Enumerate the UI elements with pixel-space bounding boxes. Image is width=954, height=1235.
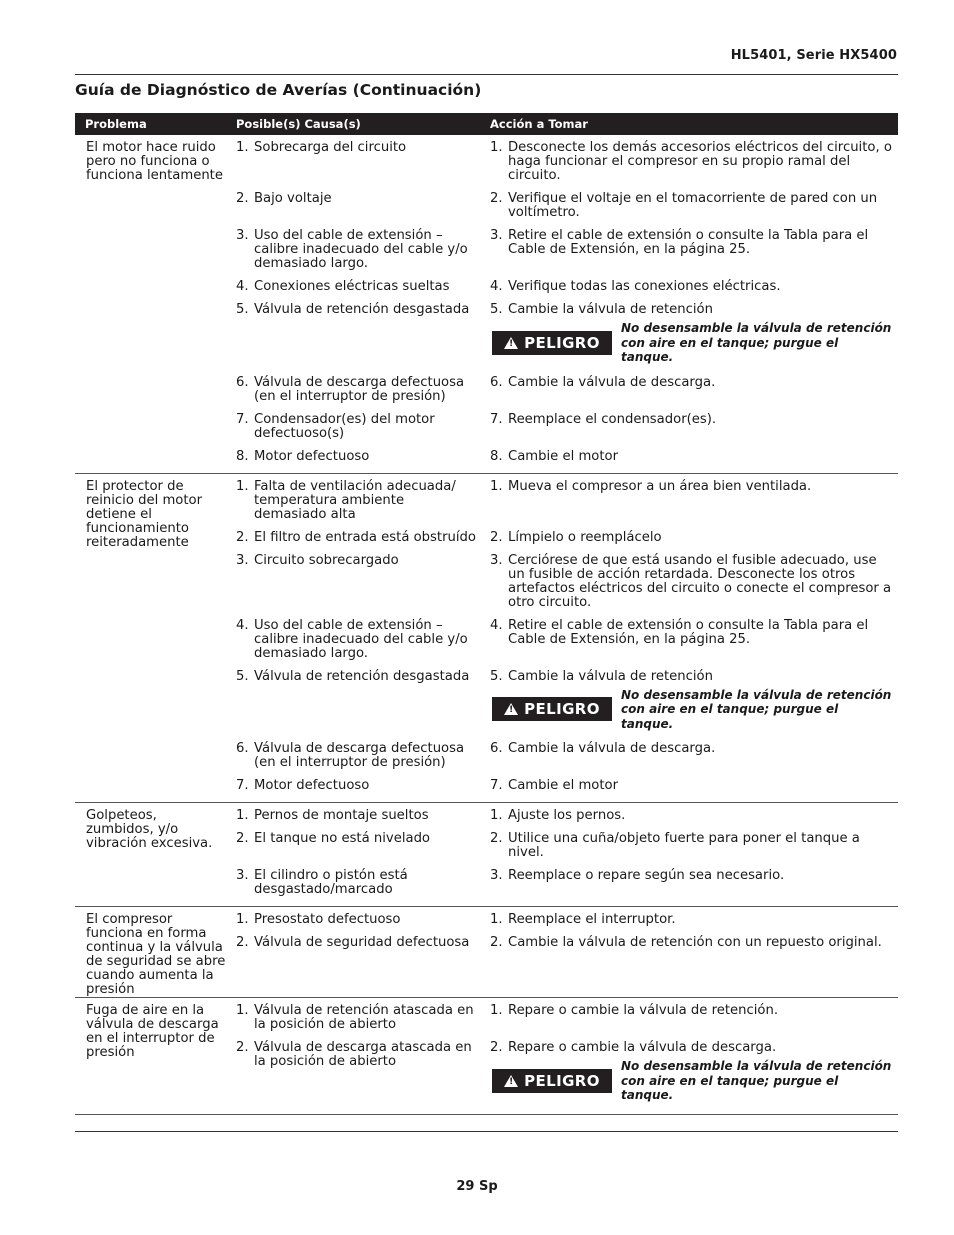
table-row (226, 229, 898, 280)
action-number: 2. (490, 191, 503, 206)
table-row (226, 141, 898, 192)
danger-text (621, 1059, 892, 1103)
cause-number: 2. (236, 1040, 249, 1055)
troubleshooting-table (75, 113, 898, 1115)
action-number: 4. (490, 617, 503, 633)
action-text: Cambie la válvula de retención con un repuesto original. (508, 935, 882, 950)
warning-triangle-icon: ! (504, 1075, 518, 1087)
action-text: Cambie la válvula de retención (508, 302, 713, 317)
table-row (226, 832, 898, 869)
cause-text: Válvula de descarga atascada en la posición de abierto (254, 1040, 472, 1069)
action-number: 1. (490, 140, 503, 155)
cause-number: 4. (236, 617, 249, 633)
danger-text-line: No desensamble la válvula de retención (621, 321, 892, 335)
action-text: Verifique el voltaje en el tomacorriente de pared con un voltímetro. (508, 191, 878, 220)
action-text: Cambie el motor (508, 778, 619, 793)
action-number: 3. (490, 228, 503, 243)
danger-text-line: con aire en el tanque; purgue el tanque. (621, 335, 839, 364)
page-number: 29 Sp (456, 1179, 498, 1194)
table-row (226, 742, 898, 779)
action-number: 2. (490, 831, 503, 846)
action-number: 2. (490, 935, 503, 950)
table-row (226, 280, 898, 303)
action-number: 2. (490, 529, 503, 545)
cause-number: 6. (236, 741, 249, 756)
action-text: Límpielo o reemplácelo (508, 529, 662, 545)
warning-triangle-icon: ! (504, 337, 518, 349)
danger-label: PELIGRO (524, 333, 600, 352)
action-text: Ajuste los pernos. (508, 808, 626, 823)
cause-text: El tanque no está nivelado (254, 831, 431, 846)
table-row-group (75, 135, 898, 474)
cause-number: 2. (236, 831, 249, 846)
table-row-group (75, 907, 898, 998)
action-number: 7. (490, 778, 503, 793)
danger-text-line: con aire en el tanque; purgue el tanque. (621, 702, 839, 731)
table-row (226, 531, 898, 554)
column-header-problem: Problema (85, 117, 147, 131)
cause-number: 5. (236, 668, 249, 684)
cause-number: 5. (236, 302, 249, 317)
cause-number: 6. (236, 374, 249, 390)
cause-text: Motor defectuoso (254, 448, 370, 464)
cause-text: Presostato defectuoso (254, 912, 401, 927)
danger-label: PELIGRO (524, 1071, 600, 1090)
cause-text: Sobrecarga del circuito (254, 140, 407, 155)
cause-text: Motor defectuoso (254, 778, 370, 793)
warning-triangle-icon: ! (504, 703, 518, 715)
cause-text: Válvula de retención desgastada (254, 668, 470, 684)
action-number: 3. (490, 552, 503, 568)
table-header (75, 113, 898, 135)
cause-number: 3. (236, 228, 249, 243)
action-text: Cambie la válvula de retención (508, 668, 713, 684)
action-number: 8. (490, 448, 503, 464)
cause-number: 1. (236, 478, 249, 494)
cause-text: Conexiones eléctricas sueltas (254, 279, 450, 294)
table-row (226, 480, 898, 531)
cause-number: 1. (236, 140, 249, 155)
action-text: Desconecte los demás accesorios eléctricos del circuito, o haga funcionar el compresor en su propio ramal del circuito. (508, 140, 892, 183)
danger-badge (492, 697, 612, 721)
danger-badge (492, 1069, 612, 1093)
action-text: Cambie la válvula de descarga. (508, 374, 716, 390)
table-row (226, 1004, 898, 1041)
table-row (226, 554, 898, 619)
cause-text: Bajo voltaje (254, 191, 332, 206)
cause-number: 1. (236, 912, 249, 927)
cause-text: Válvula de descarga defectuosa (en el interruptor de presión) (254, 741, 465, 770)
action-number: 1. (490, 808, 503, 823)
action-text: Repare o cambie la válvula de retención. (508, 1003, 779, 1018)
cause-text: El cilindro o pistón está desgastado/marcado (254, 868, 408, 897)
action-text: Reemplace o repare según sea necesario. (508, 868, 785, 883)
action-text: Retire el cable de extensión o consulte la Tabla para el Cable de Extensión, en la página 25. (508, 617, 869, 647)
action-number: 6. (490, 374, 503, 390)
cause-text: Falta de ventilación adecuada/ temperatura ambiente demasiado alta (254, 478, 456, 522)
table-row (226, 779, 898, 802)
danger-label: PELIGRO (524, 700, 600, 719)
column-header-cause: Posible(s) Causa(s) (236, 117, 361, 131)
action-text: Reemplace el condensador(es). (508, 411, 717, 427)
table-row-group (75, 474, 898, 804)
header-divider (75, 74, 898, 75)
table-row (226, 869, 898, 906)
action-number: 5. (490, 668, 503, 684)
danger-notice (490, 1059, 892, 1103)
danger-text-line: con aire en el tanque; purgue el tanque. (621, 1073, 839, 1102)
table-row (226, 936, 898, 959)
danger-text-line: No desensamble la válvula de retención (621, 687, 892, 702)
table-row (226, 809, 898, 832)
action-text: Retire el cable de extensión o consulte la Tabla para el Cable de Extensión, en la página 25. (508, 228, 869, 257)
action-text: Cerciórese de que está usando el fusible adecuado, use un fusible de acción retardada. Desconecte los otros artefactos eléctricos del circuito o conecte el compresor a otro circuito. (508, 552, 892, 610)
action-text: Mueva el compresor a un área bien ventilada. (508, 478, 812, 494)
action-number: 1. (490, 1003, 503, 1018)
cause-number: 8. (236, 448, 249, 464)
table-row-group (75, 803, 898, 907)
action-text: Verifique todas las conexiones eléctricas. (508, 279, 781, 294)
problem-cell: El compresor funciona en forma continua y la válvula de seguridad se abre cuando aumenta la presión (86, 912, 226, 997)
footer-divider (75, 1131, 898, 1132)
table-row (226, 450, 898, 473)
table-row (226, 1041, 898, 1114)
problem-cell: El protector de reinicio del motor detiene el funcionamiento reiteradamente (86, 478, 203, 550)
action-number: 2. (490, 1040, 503, 1055)
page-title: Guía de Diagnóstico de Averías (Continuación) (75, 81, 482, 99)
cause-text: Válvula de retención desgastada (254, 302, 470, 317)
danger-notice (490, 321, 892, 365)
cause-number: 3. (236, 552, 249, 568)
action-number: 1. (490, 912, 503, 927)
problem-cell: Golpeteos, zumbidos, y/o vibración excesiva. (86, 808, 213, 851)
cause-text: Condensador(es) del motor defectuoso(s) (254, 411, 435, 441)
table-row-group (75, 998, 898, 1115)
action-text: Cambie la válvula de descarga. (508, 741, 716, 756)
table-row (226, 303, 898, 376)
cause-number: 4. (236, 279, 249, 294)
cause-text: Uso del cable de extensión – calibre inadecuado del cable y/o demasiado largo. (254, 228, 468, 271)
action-text: Utilice una cuña/objeto fuerte para poner el tanque a nivel. (508, 831, 860, 860)
cause-text: Válvula de descarga defectuosa (en el interruptor de presión) (254, 374, 465, 404)
table-row (226, 913, 898, 936)
action-text: Cambie el motor (508, 448, 619, 464)
table-row (226, 192, 898, 229)
action-text: Reemplace el interruptor. (508, 912, 676, 927)
danger-text (621, 321, 892, 365)
action-number: 5. (490, 302, 503, 317)
problem-cell: Fuga de aire en la válvula de descarga en el interruptor de presión (86, 1003, 219, 1060)
cause-number: 2. (236, 529, 249, 545)
model-number: HL5401, Serie HX5400 (730, 48, 897, 63)
table-row (226, 413, 898, 450)
action-number: 1. (490, 478, 503, 494)
danger-notice (490, 688, 892, 732)
action-number: 6. (490, 741, 503, 756)
action-number: 4. (490, 279, 503, 294)
action-number: 7. (490, 411, 503, 427)
column-header-action: Acción a Tomar (490, 117, 588, 131)
problem-cell: El motor hace ruido pero no funciona o funciona lentamente (86, 140, 223, 183)
cause-number: 7. (236, 411, 249, 427)
action-text: Repare o cambie la válvula de descarga. (508, 1040, 777, 1055)
action-number: 3. (490, 868, 503, 883)
table-row (226, 376, 898, 413)
danger-badge (492, 331, 612, 355)
cause-text: El filtro de entrada está obstruído (254, 529, 476, 545)
cause-number: 3. (236, 868, 249, 883)
cause-number: 1. (236, 1003, 249, 1018)
cause-text: Pernos de montaje sueltos (254, 808, 429, 823)
cause-text: Circuito sobrecargado (254, 552, 399, 568)
cause-number: 2. (236, 191, 249, 206)
cause-text: Válvula de seguridad defectuosa (254, 935, 470, 950)
table-body (75, 135, 898, 1115)
danger-text (621, 688, 892, 732)
cause-text: Válvula de retención atascada en la posición de abierto (254, 1003, 474, 1032)
table-row (226, 619, 898, 670)
cause-number: 7. (236, 778, 249, 793)
cause-text: Uso del cable de extensión – calibre inadecuado del cable y/o demasiado largo. (254, 617, 468, 661)
cause-number: 2. (236, 935, 249, 950)
danger-text-line: No desensamble la válvula de retención (621, 1059, 892, 1073)
table-row (226, 670, 898, 743)
cause-number: 1. (236, 808, 249, 823)
